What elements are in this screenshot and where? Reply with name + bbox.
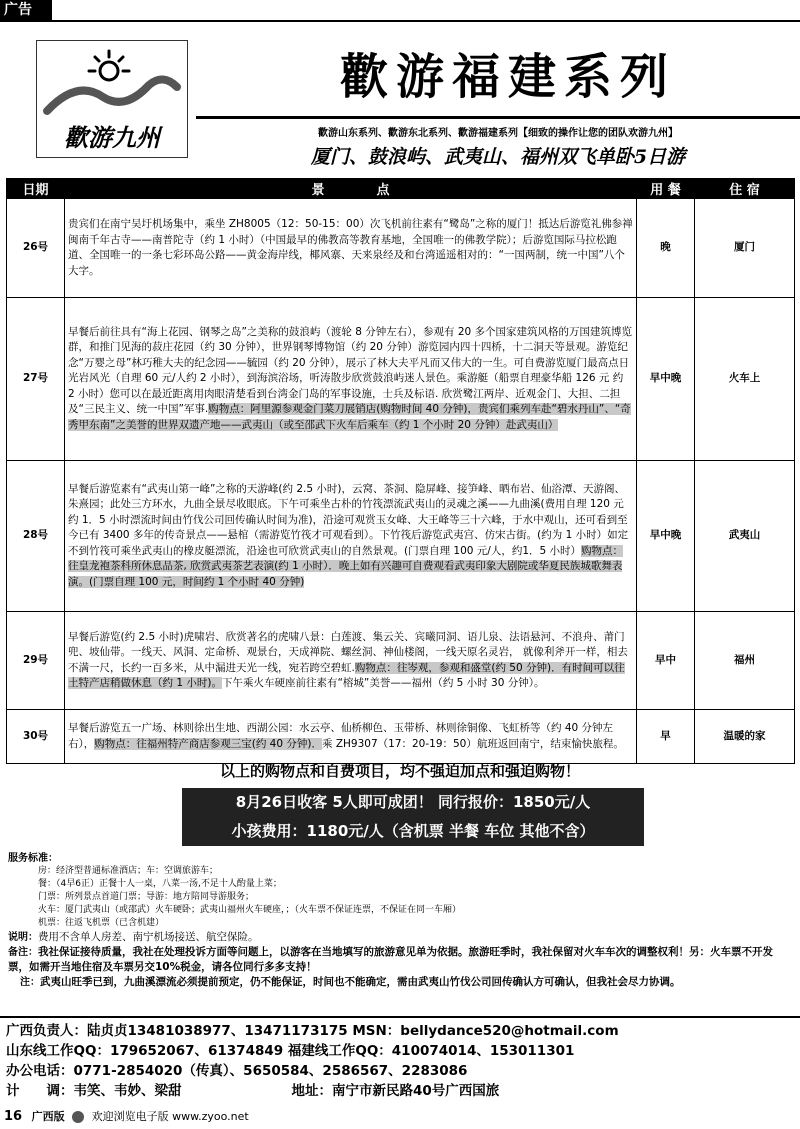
contact-rule bbox=[0, 1016, 800, 1018]
top-rule bbox=[0, 20, 800, 22]
address-text: 地址：南宁市新民路40号广西国旅 bbox=[291, 1083, 500, 1099]
site-link[interactable]: 欢迎浏览电子版 www.zyoo.net bbox=[91, 1110, 249, 1123]
series-line: 歡游山东系列、歡游东北系列、歡游福建系列【细致的操作让您的团队欢游九州】 bbox=[318, 128, 678, 139]
header-day: 日期 bbox=[7, 179, 65, 199]
scenic-text: 早餐后游览五一广场、林则徐出生地、西湖公园：水云亭、仙桥柳色、玉带桥、林则徐铜像、飞虹桥等（约 40 分钟左右）， bbox=[68, 722, 614, 750]
logo bbox=[36, 40, 188, 158]
scenic-cell bbox=[65, 461, 637, 612]
scenic-text: 早餐后前往具有“海上花园、钢琴之岛”之美称的鼓浪屿（渡轮 8 分钟左右），参观有 20 多个国家建筑风格的万国建筑博览群，和推门见海的菽庄花园（约 30 分钟），世界钢琴博物馆（约 20 分钟）游览园内四十四桥，十二洞天等景观。游览纪念“万婴之母”林巧稚大夫的纪念园——毓园（约 20 分钟），展示了林大夫平凡而又伟大的一生。可自费游览厦门最高点日光岩风光（自理 60 元/人约 2 小时），到海滨浴场，听涛散步欣赏鼓浪屿迷人景色。乘游艇（船票自理豪华船 126 元 约 2 小时）您可以在最近距离用肉眼清楚看到台湾金门岛的军事设施，士兵及标语. 欣赏鹭江两岸、近观金门、大担、二担及“三民主义、统一中国”军事. bbox=[68, 325, 633, 416]
edition-logo-icon bbox=[72, 1111, 84, 1123]
meal-cell: 早中 bbox=[637, 612, 695, 710]
remark-line bbox=[8, 945, 792, 975]
page-number: 16 bbox=[4, 1109, 23, 1124]
service-line: 火车：厦门武夷山（或邵武）火车硬卧；武夷山福州火车硬座，；（火车票不保证连票，不保证在同一车厢） bbox=[38, 905, 462, 915]
table-row bbox=[7, 461, 795, 612]
contact-line-planner bbox=[6, 1081, 796, 1101]
day-cell: 30号 bbox=[7, 710, 65, 764]
stay-cell: 武夷山 bbox=[695, 461, 795, 612]
scenic-text: 早餐后游览(约 2.5 小时)虎啸岩、欣赏著名的虎啸八景：白莲渡、集云关、宾曦同洞、语儿泉、法语悬河、不浪舟、莆门兜、坡仙带。一线天、风洞、定命桥、观景台，天成禅院、螺丝洞、神仙楼阁，一线天原名灵岩， 就像利斧开一样，相去不满一尺，长约一百多米，从中漏进天光一线，宛若跨空碧虹. bbox=[68, 630, 628, 674]
remark-label: 备注： bbox=[8, 947, 38, 958]
main-title: 歡游福建系列 bbox=[339, 49, 676, 105]
scenic-text-tail: 下午乘火车硬座前往素有“榕城”美誉——福州（约 5 小时 30 分钟）。 bbox=[221, 677, 545, 689]
meal-cell: 早 bbox=[637, 710, 695, 764]
itinerary-table bbox=[6, 178, 795, 764]
stay-cell: 温暖的家 bbox=[695, 710, 795, 764]
remark-text: 我社保证接待质量，我社在处理投诉方面等问题上，以游客在当地填写的旅游意见单为依据。旅游旺季时，我社保留对火车车次的调整权利！另：火车票不开发票，如需开当地住宿及车票另交10%税金，请各位同行多多支持！ bbox=[8, 946, 773, 973]
contact-line-manager: 广西负责人：陆贞贞13481038977、13471173175 MSN：bellydance520@hotmail.com bbox=[6, 1023, 619, 1039]
footer bbox=[0, 1106, 800, 1128]
scenic-cell bbox=[65, 199, 637, 298]
explain-line bbox=[8, 930, 792, 945]
contact-line-phone: 办公电话：0771-2854020（传真）、5650584、2586567、2283086 bbox=[6, 1063, 468, 1079]
price-line-adult: 8月26日收客 5人即可成团！ 同行报价：1850元/人 bbox=[235, 793, 591, 811]
shopping-highlight: 购物点：往福州特产商店参观三宝(约 40 分钟)． bbox=[94, 737, 322, 750]
meal-cell: 早中晚 bbox=[637, 461, 695, 612]
planner-text: 计 调：韦笑、韦妙、梁甜 bbox=[6, 1083, 182, 1099]
service-line: 门票：所列景点首道门票；导游：地方陪同导游服务； bbox=[38, 892, 255, 902]
service-line: 机票：往返飞机票（已含机建） bbox=[38, 918, 165, 928]
stay-cell: 火车上 bbox=[695, 298, 795, 461]
ad-tag: 广告 bbox=[0, 0, 52, 20]
shopping-highlight: 购物点：往岑观，参观和盛堂(约 50 分钟)．有时间可以往土特产店稍做休息（约 1 小时)。 bbox=[68, 661, 625, 689]
sun-mountain-icon bbox=[37, 41, 187, 121]
table-row bbox=[7, 298, 795, 461]
price-box bbox=[182, 788, 644, 846]
day-cell: 29号 bbox=[7, 612, 65, 710]
service-line: 餐：（4早6正）正餐十人一桌，八菜一汤,不足十人酌量上菜； bbox=[38, 879, 282, 889]
service-line: 房：经济型普通标准酒店；车：空调旅游车； bbox=[38, 866, 219, 876]
scenic-text-tail: 乘 ZH9307（17：20-19：50）航班返回南宁，结束愉快旅程。 bbox=[321, 737, 624, 750]
scenic-text: 贵宾们在南宁吴圩机场集中，乘坐 ZH8005（12：50-15：00）次飞机前往素有“鹭岛”之称的厦门！抵达后游览礼佛参禅闽南千年古寺——南普陀寺（约 1 小时）（中国最早的佛教高等教育基地，全国唯一的佛教学院）；后游览国际马拉松跑道、全国唯一的一条七彩环岛公路——黄金海岸线，椰风寨、天来泉经及和台湾遥遥相对的：“一国两制，统一中国”八个大字。 bbox=[68, 218, 633, 277]
price-line-child: 小孩费用：1180元/人（含机票 半餐 车位 其他不含） bbox=[231, 822, 595, 840]
stay-cell: 福州 bbox=[695, 612, 795, 710]
table-row bbox=[7, 199, 795, 298]
meal-cell: 晚 bbox=[637, 199, 695, 298]
header-meal: 用 餐 bbox=[637, 179, 695, 199]
meal-cell: 早中晚 bbox=[637, 298, 695, 461]
contact-line-qq: 山东线工作QQ：179652067、61374849 福建线工作QQ：410074014、153011301 bbox=[6, 1043, 575, 1059]
shopping-highlight: 购物点：阿里源参观金门菜刀展销店(购物时间 40 分钟)，贵宾们乘列车赴“碧水丹山”、“奇秀甲东南”之美誉的世界双遗产地——武夷山（或至邵武下火车后乘车（约 1 个小时 20 分钟）赴武夷山） bbox=[68, 403, 631, 431]
scenic-cell bbox=[65, 710, 637, 764]
explain-label: 说明： bbox=[8, 932, 38, 943]
edition-label: 广西版 bbox=[31, 1110, 65, 1123]
service-title: 服务标准： bbox=[8, 853, 58, 864]
table-header-row bbox=[7, 179, 795, 199]
shopping-notice: 以上的购物点和自费项目，均不强迫加点和强迫购物！ bbox=[219, 762, 580, 780]
title-rule bbox=[196, 116, 800, 119]
table-row bbox=[7, 612, 795, 710]
header-stay: 住 宿 bbox=[695, 179, 795, 199]
day-cell: 28号 bbox=[7, 461, 65, 612]
scenic-cell bbox=[65, 298, 637, 461]
day-cell: 27号 bbox=[7, 298, 65, 461]
shopping-highlight: 购物点：往皇龙袍茶科所休息品茶, 欣赏武夷茶艺表演(约 1 小时）．晚上如有兴趣可自费观看武夷印象大剧院或华夏民族城歌舞表演。(门票自理 100 元，时间约 1 个小时 40 分钟) bbox=[68, 544, 624, 588]
scenic-text: 早餐后游览素有“武夷山第一峰”之称的天游峰(约 2.5 小时)，云窝、茶洞、隐屏峰、接笋峰、晒布岩、仙浴潭、天游阁、朱熹园；此处三方环水，九曲全景尽收眼底。下午可乘坐古朴的竹筏漂流武夷山的灵魂之溪——九曲溪(费用自理 120 元 约 1．5 小时漂流时间由竹伐公司回传确认时间为准)，沿途可观赏玉女峰、大王峰等三十六峰，于水中观山，还可看到至今已有 3400 多年的传奇景点——悬棺（需游览竹筏才可观看到）。下竹筏后游览武夷宫、仿宋古街。(约为 1 小时）如定不到竹筏可乘坐武夷山的橡皮艇漂流，沿途也可欣赏武夷山的自然景观。(门票自理 100 元/人，约1．5 小时） bbox=[68, 482, 629, 557]
scenic-cell bbox=[65, 612, 637, 710]
note-text: 武夷山旺季已到，九曲溪漂流必须提前预定，仍不能保证，时间也不能确定，需由武夷山竹伐公司回传确认方可确认，但我社会尽力协调。 bbox=[40, 976, 681, 988]
service-standards bbox=[8, 852, 792, 990]
note-label: 注： bbox=[20, 977, 40, 988]
contact-block bbox=[6, 1021, 796, 1101]
table-row bbox=[7, 710, 795, 764]
logo-text: 歡游九州 bbox=[64, 123, 160, 152]
stay-cell: 厦门 bbox=[695, 199, 795, 298]
day-cell: 26号 bbox=[7, 199, 65, 298]
subtitle: 厦门、鼓浪屿、武夷山、福州双飞单卧5日游 bbox=[310, 146, 686, 168]
note-line bbox=[8, 975, 792, 990]
explain-text: 费用不含单人房差、南宁机场接送、航空保险。 bbox=[38, 931, 259, 943]
header-scenic: 景 点 bbox=[65, 179, 637, 199]
